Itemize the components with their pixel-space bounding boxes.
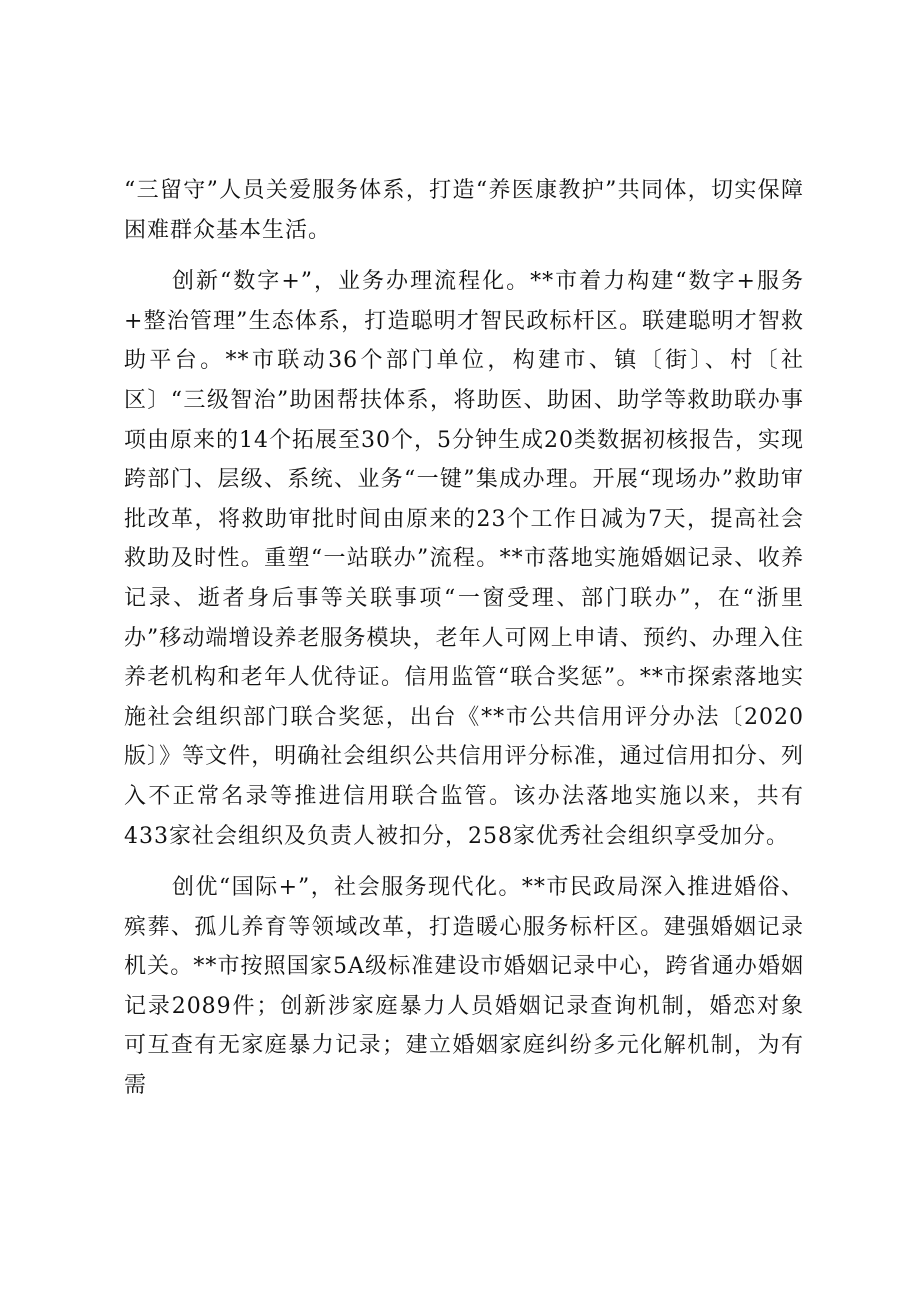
paragraph-continuation: “三留守”人员关爱服务体系，打造“养医康教护”共同体，切实保障困难群众基本生活。	[124, 178, 804, 243]
document-body	[124, 171, 804, 1106]
paragraph-digital-plus: 创新“数字+”，业务办理流程化。**市着力构建“数字+服务+整治管理”生态体系，打造聪明才智民政标杆区。联建聪明才智救助平台。**市联动36个部门单位，构建市、镇〔街〕、村〔社区〕“三级智治”助困帮扶体系，将助医、助困、助学等救助联办事项由原来的14个拓展至30个，5分钟生成20类数据初核报告，实现跨部门、层级、系统、业务“一键”集成办理。开展“现场办”救助审批改革，将救助审批时间由原来的23个工作日减为7天，提高社会救助及时性。重塑“一站联办”流程。**市落地实施婚姻记录、收养记录、逝者身后事等关联事项“一窗受理、部门联办”，在“浙里办”移动端增设养老服务模块，老年人可网上申请、预约、办理入住养老机构和老年人优待证。信用监管“联合奖惩”。**市探索落地实施社会组织部门联合奖惩，出台《**市公共信用评分办法〔2020版〕》等文件，明确社会组织公共信用评分标准，通过信用扣分、列入不正常名录等推进信用联合监管。该办法落地实施以来，共有433家社会组织及负责人被扣分，258家优秀社会组织享受加分。	[124, 269, 804, 849]
paragraph-international-plus: 创优“国际+”，社会服务现代化。**市民政局深入推进婚俗、殡葬、孤儿养育等领域改革，打造暖心服务标杆区。建强婚姻记录机关。**市按照国家5A级标准建设市婚姻记录中心，跨省通办婚姻记录2089件；创新涉家庭暴力人员婚姻记录查询机制，婚恋对象可互查有无家庭暴力记录；建立婚姻家庭纠纷多元化解机制，为有需	[124, 875, 804, 1099]
